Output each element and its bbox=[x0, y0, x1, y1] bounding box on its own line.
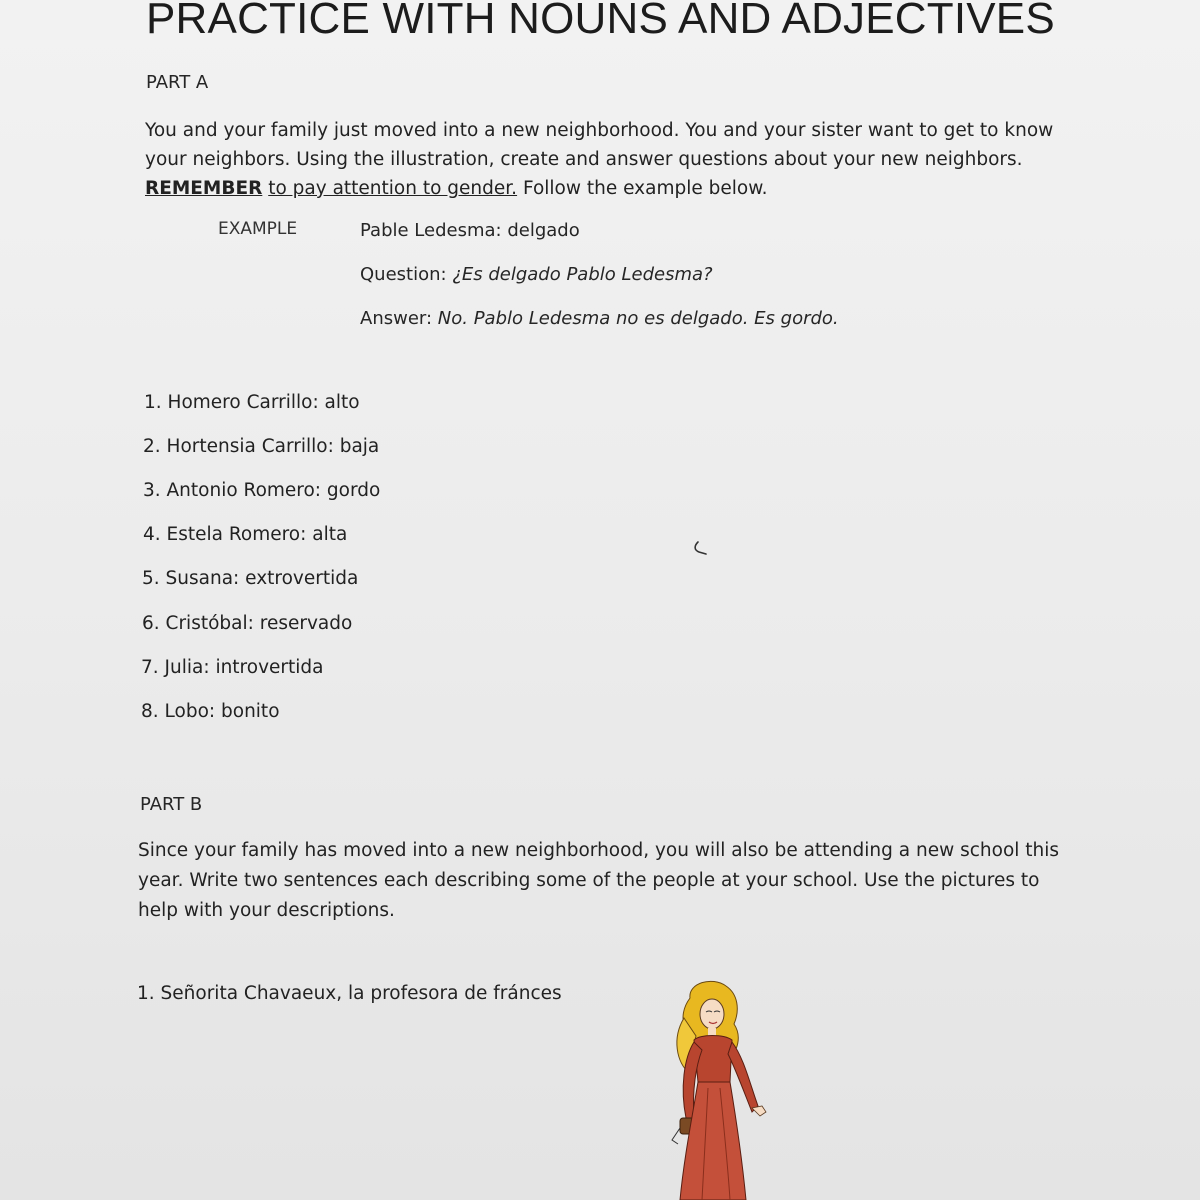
list-item: 1. Señorita Chavaeux, la profesora de fránces bbox=[137, 983, 562, 1004]
example-answer bbox=[360, 308, 839, 329]
pen-mark-icon bbox=[690, 540, 710, 558]
follow-example-text: Follow the example below. bbox=[522, 178, 768, 199]
list-item: 7. Julia: introvertida bbox=[141, 657, 324, 678]
remember-emphasis: REMEMBER bbox=[145, 178, 263, 199]
list-item: 1. Homero Carrillo: alto bbox=[144, 392, 360, 413]
example-question bbox=[360, 264, 713, 285]
part-a-instructions-text: You and your family just moved into a new neighborhood. You and your sister want to get to know your neighbors. Using the illustration, create and answer questions about your new neighbors. bbox=[145, 120, 1054, 170]
part-a-instructions bbox=[145, 116, 1075, 203]
page-title: PRACTICE WITH NOUNS AND ADJECTIVES bbox=[146, 0, 1055, 43]
list-item: 8. Lobo: bonito bbox=[141, 701, 280, 722]
answer-text: No. Pablo Ledesma no es delgado. Es gordo. bbox=[437, 308, 839, 329]
list-item: 4. Estela Romero: alta bbox=[143, 524, 348, 545]
list-item: 6. Cristóbal: reservado bbox=[142, 613, 353, 634]
teacher-illustration bbox=[650, 978, 780, 1200]
example-prompt: Pable Ledesma: delgado bbox=[360, 220, 580, 241]
answer-label: Answer: bbox=[360, 308, 433, 329]
pay-attention-emphasis: to pay attention to gender. bbox=[268, 178, 518, 199]
list-item: 2. Hortensia Carrillo: baja bbox=[143, 436, 380, 457]
list-item: 3. Antonio Romero: gordo bbox=[143, 480, 381, 501]
question-text: ¿Es delgado Pablo Ledesma? bbox=[452, 264, 713, 285]
question-label: Question: bbox=[360, 264, 447, 285]
part-a-label: PART A bbox=[146, 72, 209, 93]
part-b-instructions: Since your family has moved into a new neighborhood, you will also be attending a new school this year. Write two sentences each describing some of the people at your school. Use the pictures to help with your descriptions. bbox=[138, 840, 1060, 921]
part-b-label: PART B bbox=[140, 794, 203, 815]
list-item: 5. Susana: extrovertida bbox=[142, 568, 359, 589]
example-label: EXAMPLE bbox=[218, 219, 298, 239]
